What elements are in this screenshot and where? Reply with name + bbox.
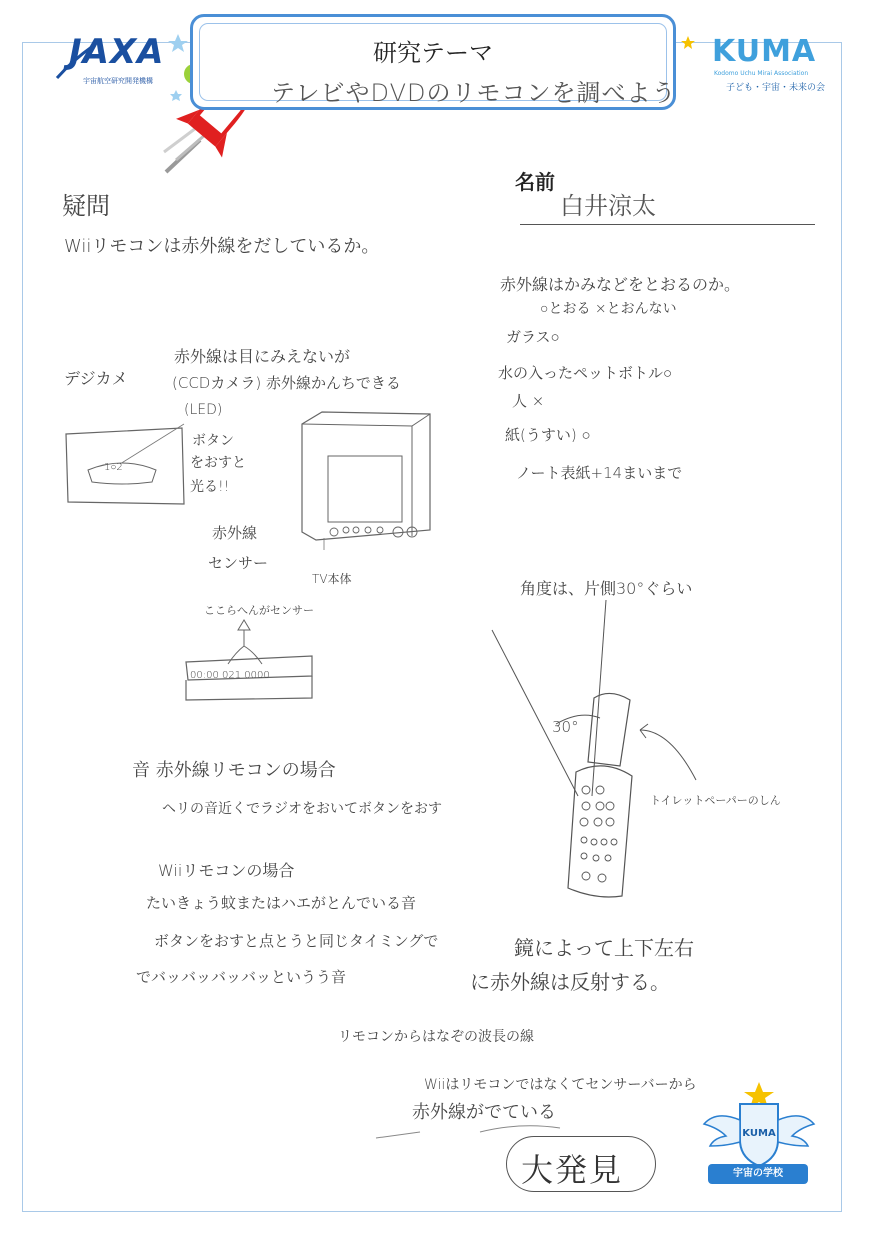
transmission-item: ノート表紙+14まいまで — [516, 464, 683, 482]
led-note-1: ボタン — [192, 433, 234, 449]
dvd-device-sketch — [182, 616, 318, 706]
kuma-logo — [712, 34, 826, 93]
space-school-emblem — [700, 1080, 818, 1190]
wavelength-note: リモコンからはなぞの波長の線 — [338, 1029, 534, 1045]
jaxa-subtitle: 宇宙航空研究開発機構 — [83, 77, 153, 85]
question-heading: 疑問 — [62, 192, 110, 220]
name-label: 名前 — [515, 170, 555, 194]
big-discovery-stamp — [506, 1136, 656, 1192]
camera-note-2: (CCDカメラ) 赤外線かんちできる — [172, 374, 401, 392]
theme-title: 研究テーマ — [373, 39, 493, 67]
mirror-note-1: 鏡によって上下左右 — [514, 936, 694, 960]
name-underline — [520, 224, 815, 225]
sound-heading: 音 赤外線リモコンの場合 — [132, 760, 336, 781]
sensor-location-label: ここらへんがセンサー — [204, 604, 314, 617]
theme-text: テレビやDVDのリモコンを調べよう — [271, 79, 677, 107]
remote-angle-sketch — [480, 600, 810, 910]
conclusion-1: Wiiはリモコンではなくてセンサーバーから — [424, 1077, 697, 1093]
mirror-note-2: に赤外線は反射する。 — [470, 970, 670, 994]
led-note-2: をおすと — [190, 455, 246, 471]
kuma-subtitle: Kodomo Uchu Mirai Association — [714, 70, 809, 77]
tv-body-label: TV本体 — [312, 572, 352, 586]
camera-remote-label: 1○2 — [104, 462, 123, 473]
paper-roll-label: トイレットペーパーのしん — [650, 794, 781, 807]
angle-title: 角度は、片側30°ぐらい — [520, 579, 693, 598]
name-value: 白井涼太 — [560, 192, 656, 220]
transmission-item: 水の入ったペットボトル○ — [498, 364, 673, 382]
wii-sound-heading: Wiiリモコンの場合 — [158, 861, 295, 880]
led-label: (LED) — [184, 402, 223, 418]
sound-note-2: たいきょう蚊またはハエがとんでいる音 — [146, 894, 417, 912]
transmission-legend: ○とおる ×とおんない — [540, 301, 677, 317]
kuma-tagline: 子ども・宇宙・未来の会 — [726, 83, 826, 93]
camera-note-1: 赤外線は目にみえないが — [174, 347, 351, 366]
camera-label: デジカメ — [64, 369, 128, 388]
school-label: 宇宙の学校 — [708, 1164, 808, 1184]
question-text: Wiiリモコンは赤外線をだしているか。 — [64, 236, 380, 257]
school-emblem-text: KUMA — [742, 1128, 776, 1139]
research-theme-box — [190, 14, 676, 110]
sound-note-4: でバッバッバッバッというう音 — [136, 968, 347, 986]
kuma-wordmark: KUMA — [712, 34, 817, 69]
conclusion-2: 赤外線がでている — [412, 1102, 556, 1123]
transmission-question: 赤外線はかみなどをとおるのか。 — [500, 275, 741, 294]
led-note-3: 光る!! — [190, 479, 230, 495]
sound-note-1: ヘリの音近くでラジオをおいてボタンをおす — [162, 801, 442, 817]
transmission-item: 人 × — [512, 392, 545, 410]
tv-sketch — [294, 410, 444, 550]
tv-sensor-label-2: センサー — [208, 554, 269, 572]
big-discovery-text: 大発見 — [521, 1151, 624, 1189]
angle-degree: 30° — [552, 718, 579, 736]
tv-sensor-label-1: 赤外線 — [212, 524, 258, 542]
sound-note-3: ボタンをおすと点とうと同じタイミングで — [154, 932, 439, 950]
camera-screen-sketch — [60, 420, 190, 510]
transmission-item: 紙(うすい) ○ — [505, 426, 591, 444]
transmission-item: ガラス○ — [506, 328, 560, 346]
device-display-text: 00:00 021 0000 — [190, 670, 270, 681]
jaxa-wordmark: JAXA — [69, 32, 165, 72]
